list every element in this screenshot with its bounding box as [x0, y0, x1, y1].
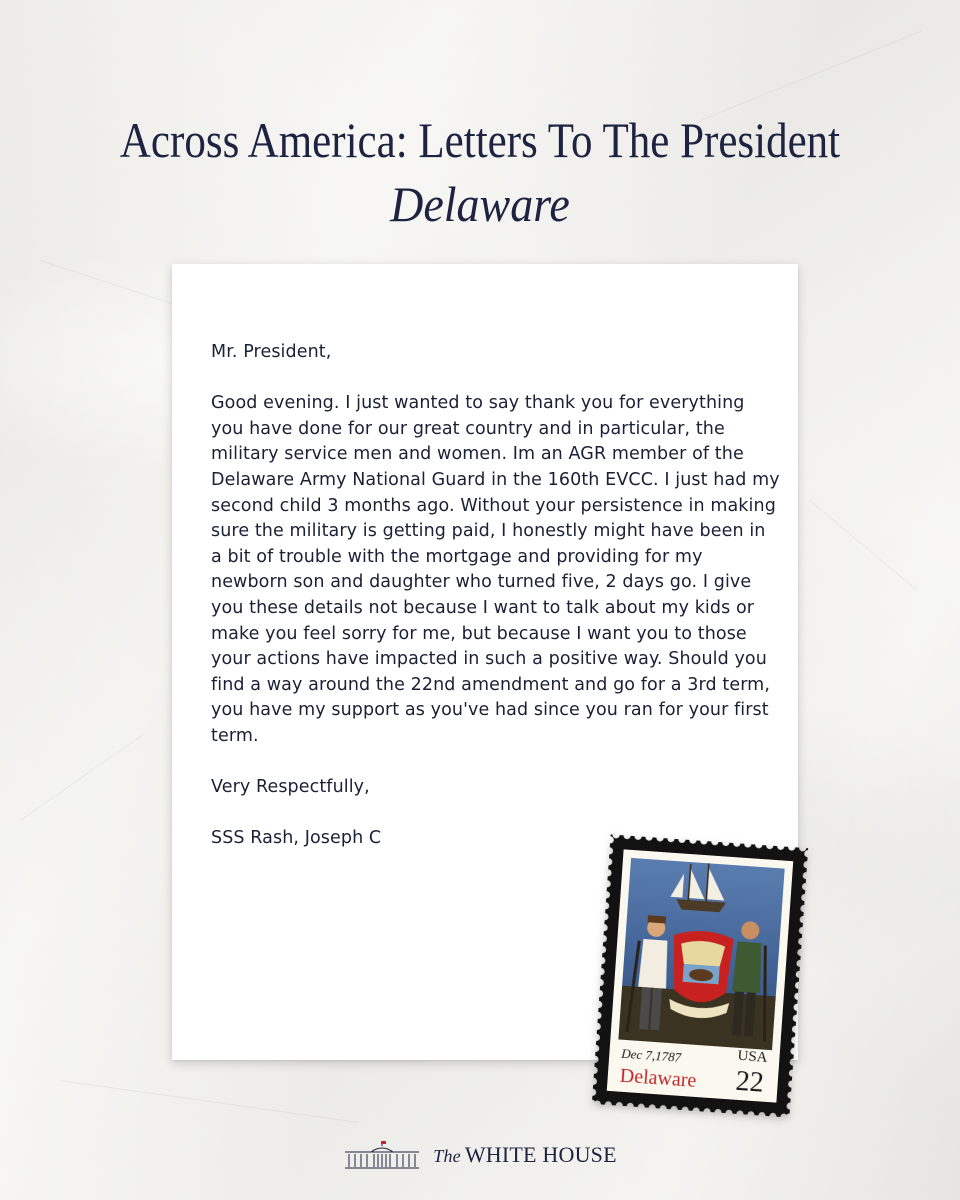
letter-closing: Very Respectfully, — [211, 777, 370, 798]
page-header — [0, 108, 960, 236]
letter-salutation: Mr. President, — [211, 342, 332, 362]
stamp-artwork — [618, 858, 784, 1050]
stamp-state: Delaware — [619, 1064, 698, 1092]
stamp-country: USA — [736, 1047, 769, 1066]
footer-wordmark — [433, 1142, 617, 1168]
letter-body: Good evening. I just wanted to say thank you for everything you have done for our great country and in particular, the military service men and women. Im an AGR member of the Delaware Army National Guard in the 160th EVCC. I just had my second child 3 months ago. Without your persistence in making sure the military is getting paid, I honestly might have been in a bit of trouble with the mortgage and providing for my newborn son and daughter who turned five, 2 days go. I give you these details not because I want to talk about my kids or make you feel sorry for me, but because I want you to those your actions have impacted in such a positive way. Should you find a way around the 22nd amendment and go for a 3rd term, you have my support as you've had since you ran for your first term. — [211, 393, 780, 746]
paper-crease — [60, 1080, 357, 1123]
page-title: Across America: Letters To The President — [119, 112, 841, 168]
paper-crease — [20, 734, 143, 821]
letter-text — [211, 340, 781, 852]
footer-brand — [0, 1138, 960, 1172]
page-subtitle: Delaware — [390, 176, 570, 232]
stamp-value: 22 — [734, 1065, 765, 1099]
letter-signature: SSS Rash, Joseph C — [211, 828, 382, 849]
white-house-icon — [343, 1140, 421, 1170]
footer-the: The — [433, 1146, 461, 1166]
delaware-stamp — [592, 834, 808, 1117]
stamp-date: Dec 7,1787 — [620, 1045, 682, 1065]
footer-brand-name: WHITE HOUSE — [464, 1142, 617, 1167]
paper-crease — [809, 500, 917, 591]
